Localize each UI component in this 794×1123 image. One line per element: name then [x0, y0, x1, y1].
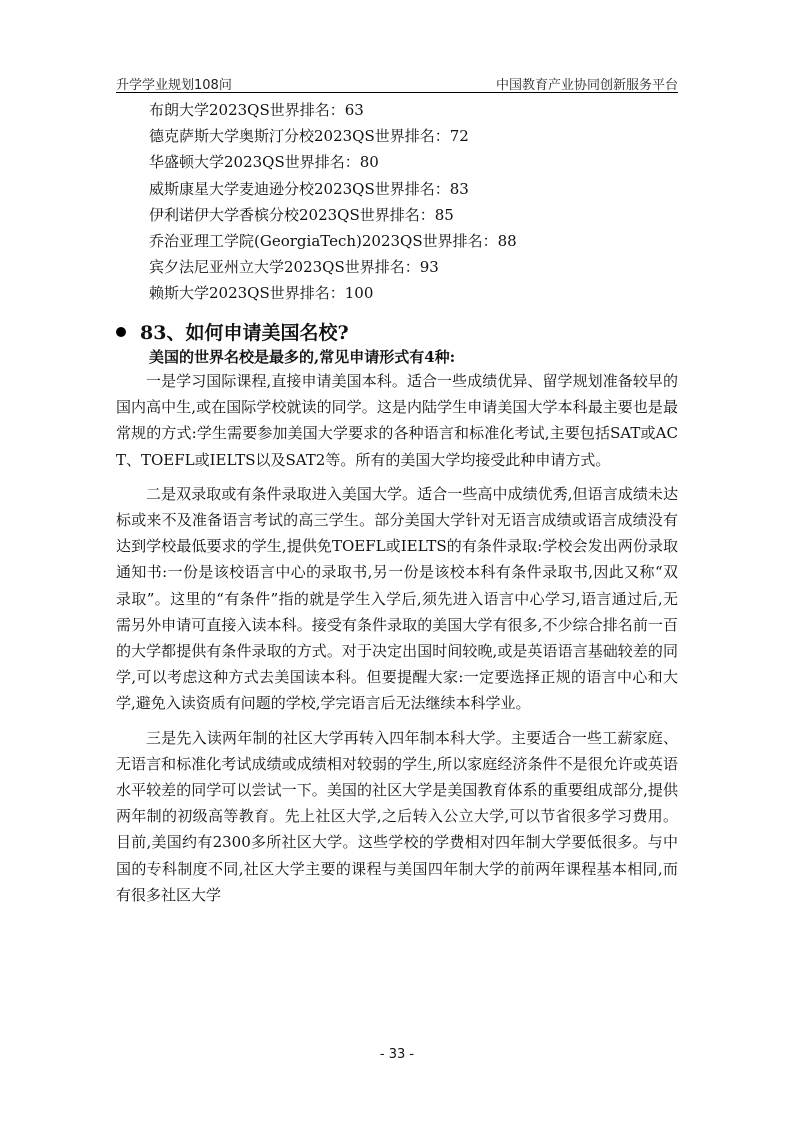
body-paragraph: 一是学习国际课程,直接申请美国本科。适合一些成绩优异、留学规划准备较早的国内高中生,或在国际学校就读的同学。这是内陆学生申请美国大学本科最主要也是最常规的方式:学生需要参加美国大学要求的各种语言和标准化考试,主要包括SAT或ACT、TOEFL或IELTS以及SAT2等。所有的美国大学均接受此种申请方式。 [116, 372, 678, 469]
page-number: - 33 - [379, 1047, 415, 1062]
body-paragraph: 二是双录取或有条件录取进入美国大学。适合一些高中成绩优秀,但语言成绩未达标或来不及准备语言考试的高三学生。部分美国大学针对无语言成绩或语言成绩没有达到学校最低要求的学生,提供免TOEFL或IELTS的有条件录取:学校会发出两份录取通知书:一份是该校语言中心的录取书,另一份是该校本科有条件录取书,因此又称“双录取”。这里的“有条件”指的就是学生入学后,须先进入语言中心学习,语言通过后,无需另外申请可直接入读本科。接受有条件录取的美国大学有很多,不少综合排名前一百的大学都提供有条件录取的方式。对于决定出国时间较晚,或是英语语言基础较差的同学,可以考虑这种方式去美国读本科。但要提醒大家:一定要选择正规的语言中心和大学,避免入读资质有问题的学校,学完语言后无法继续本科学业。 [116, 484, 678, 713]
header-publisher: 中国教育产业协同创新服务平台 [495, 78, 678, 93]
ranking-item: 布朗大学2023QS世界排名：63 [149, 101, 364, 119]
ranking-item: 威斯康星大学麦迪逊分校2023QS世界排名：83 [149, 179, 469, 198]
ranking-item: 华盛顿大学2023QS世界排名：80 [149, 153, 379, 172]
bullet-icon [116, 327, 126, 337]
section-subheading: 美国的世界名校是最多的,常见申请形式有4种: [149, 348, 456, 366]
page-header [116, 72, 678, 92]
section-body [116, 368, 678, 916]
ranking-list [149, 97, 517, 307]
header-book-title: 升学学业规划108问 [116, 78, 232, 93]
ranking-item: 德克萨斯大学奥斯汀分校2023QS世界排名：72 [149, 127, 469, 146]
body-paragraph: 三是先入读两年制的社区大学再转入四年制本科大学。主要适合一些工薪家庭、无语言和标准化考试成绩或成绩相对较弱的学生,所以家庭经济条件不是很允许或英语水平较差的同学可以尝试一下。美国的社区大学是美国教育体系的重要组成部分,提供两年制的初级高等教育。先上社区大学,之后转入公立大学,可以节省很多学习费用。目前,美国约有2300多所社区大学。这些学校的学费相对四年制大学要低很多。与中国的专科制度不同,社区大学主要的课程与美国四年制大学的前两年课程基本相同,而有很多社区大学 [116, 728, 678, 904]
section-heading-text: 83、如何申请美国名校? [140, 322, 349, 344]
header-divider [116, 92, 678, 93]
ranking-item: 宾夕法尼亚州立大学2023QS世界排名：93 [149, 258, 439, 277]
ranking-item: 乔治亚理工学院(GeorgiaTech)2023QS世界排名：88 [149, 232, 517, 251]
ranking-item: 赖斯大学2023QS世界排名：100 [149, 284, 374, 303]
section-heading [116, 318, 349, 345]
ranking-item: 伊利诺伊大学香槟分校2023QS世界排名：85 [149, 205, 454, 224]
